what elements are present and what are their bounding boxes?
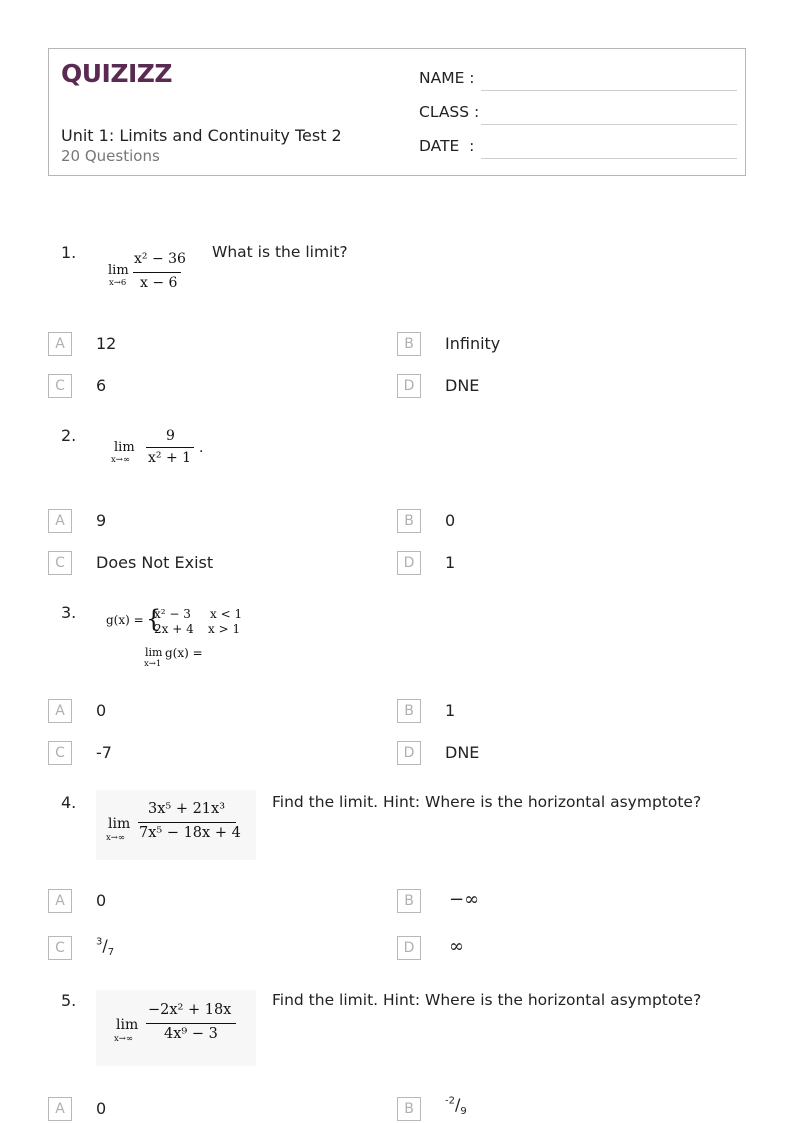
option-c-box[interactable]: C	[48, 936, 72, 960]
option-c-text[interactable]: Does Not Exist	[96, 553, 214, 572]
numerator: x² − 36	[134, 251, 186, 267]
lim-subscript: x→∞	[106, 833, 125, 843]
worksheet-header	[48, 48, 746, 176]
case-2-condition: x > 1	[208, 622, 241, 636]
option-c-text[interactable]: 6	[96, 376, 107, 395]
case-1-expression: x² − 3	[154, 607, 191, 621]
option-d-box[interactable]: D	[397, 374, 421, 398]
fraction-numerator: 3	[96, 936, 103, 948]
fraction-denominator: 7	[107, 947, 115, 959]
question-number: 5.	[61, 991, 77, 1010]
fraction-numerator: -2	[445, 1095, 455, 1107]
option-a-text[interactable]: 0	[96, 1099, 107, 1118]
question-text: Find the limit. Hint: Where is the horizontal asymptote?	[272, 991, 702, 1009]
lim-symbol: lim	[108, 816, 131, 832]
option-d-text[interactable]: 1	[445, 553, 456, 572]
fraction-bar	[133, 272, 181, 273]
question-4-formula	[104, 800, 254, 850]
option-c-box[interactable]: C	[48, 551, 72, 575]
page-title: Unit 1: Limits and Continuity Test 2	[61, 126, 342, 145]
question-3-formula	[106, 604, 246, 670]
numerator: 9	[166, 428, 175, 444]
fraction-denominator: 9	[460, 1106, 467, 1118]
name-field[interactable]	[419, 63, 737, 91]
option-b-text[interactable]: 0	[445, 511, 456, 530]
date-label: DATE :	[419, 137, 475, 155]
case-2-expression: 2x + 4	[154, 622, 194, 636]
option-b-text[interactable]: Infinity	[445, 334, 501, 353]
question-number: 1.	[61, 243, 77, 262]
option-a-box[interactable]: A	[48, 1097, 72, 1121]
option-a-box[interactable]: A	[48, 889, 72, 913]
lim-symbol: lim	[145, 646, 163, 659]
quizizz-logo: QUIZIZZ	[61, 59, 173, 88]
question-count: 20 Questions	[61, 147, 160, 165]
option-b-text[interactable]	[445, 1095, 467, 1117]
fraction-bar	[138, 822, 236, 823]
question-1-formula	[104, 248, 194, 298]
option-b-box[interactable]: B	[397, 332, 421, 356]
fraction-bar	[146, 1023, 236, 1024]
name-label: NAME :	[419, 69, 475, 87]
lim-subscript: x→∞	[111, 455, 130, 465]
question-number: 2.	[61, 426, 77, 445]
date-field[interactable]	[419, 131, 737, 159]
date-line	[481, 158, 737, 159]
option-c-text[interactable]: -7	[96, 743, 112, 762]
numerator: −2x² + 18x	[148, 1002, 232, 1018]
name-line	[481, 90, 737, 91]
option-a-text[interactable]: 0	[96, 891, 107, 910]
brace-symbol: {	[146, 605, 162, 633]
question-text: Find the limit. Hint: Where is the horizontal asymptote?	[272, 793, 702, 811]
option-c-box[interactable]: C	[48, 374, 72, 398]
option-a-text[interactable]: 12	[96, 334, 117, 353]
class-field[interactable]	[419, 97, 737, 125]
option-a-text[interactable]: 0	[96, 701, 107, 720]
denominator: 4x⁹ − 3	[164, 1026, 218, 1042]
question-number: 3.	[61, 603, 77, 622]
option-b-box[interactable]: B	[397, 1097, 421, 1121]
fraction-slash: /	[454, 1095, 461, 1114]
question-text: What is the limit?	[212, 243, 348, 261]
function-name: g(x) =	[106, 613, 144, 627]
option-a-box[interactable]: A	[48, 699, 72, 723]
denominator: 7x⁵ − 18x + 4	[139, 825, 241, 841]
question-number: 4.	[61, 793, 77, 812]
lim-symbol: lim	[108, 263, 129, 278]
option-b-text[interactable]: 1	[445, 701, 456, 720]
class-label: CLASS :	[419, 103, 480, 121]
option-b-text[interactable]: −∞	[449, 889, 480, 910]
denominator: x² + 1	[148, 450, 192, 466]
numerator: 3x⁵ + 21x³	[148, 801, 226, 817]
fraction-slash: /	[102, 936, 108, 955]
fraction-bar	[146, 447, 194, 448]
option-d-box[interactable]: D	[397, 936, 421, 960]
question-2-formula	[108, 428, 208, 470]
lim-subscript: x→∞	[114, 1034, 133, 1044]
option-b-box[interactable]: B	[397, 889, 421, 913]
option-a-box[interactable]: A	[48, 509, 72, 533]
option-b-box[interactable]: B	[397, 509, 421, 533]
denominator: x − 6	[140, 275, 178, 291]
option-a-box[interactable]: A	[48, 332, 72, 356]
lim-symbol: lim	[114, 440, 135, 455]
lim-subscript: x→1	[144, 659, 162, 669]
option-a-text[interactable]: 9	[96, 511, 107, 530]
case-1-condition: x < 1	[210, 607, 243, 621]
formula-period: .	[199, 440, 204, 456]
limit-expression: g(x) =	[165, 646, 203, 660]
option-d-text[interactable]: ∞	[449, 936, 464, 957]
option-d-box[interactable]: D	[397, 741, 421, 765]
option-b-box[interactable]: B	[397, 699, 421, 723]
option-d-box[interactable]: D	[397, 551, 421, 575]
option-c-box[interactable]: C	[48, 741, 72, 765]
lim-subscript: x→6	[109, 278, 127, 288]
option-d-text[interactable]: DNE	[445, 743, 480, 762]
option-c-text[interactable]	[96, 936, 114, 958]
option-d-text[interactable]: DNE	[445, 376, 480, 395]
question-5-formula	[112, 1001, 252, 1051]
class-line	[481, 124, 737, 125]
lim-symbol: lim	[116, 1017, 139, 1033]
